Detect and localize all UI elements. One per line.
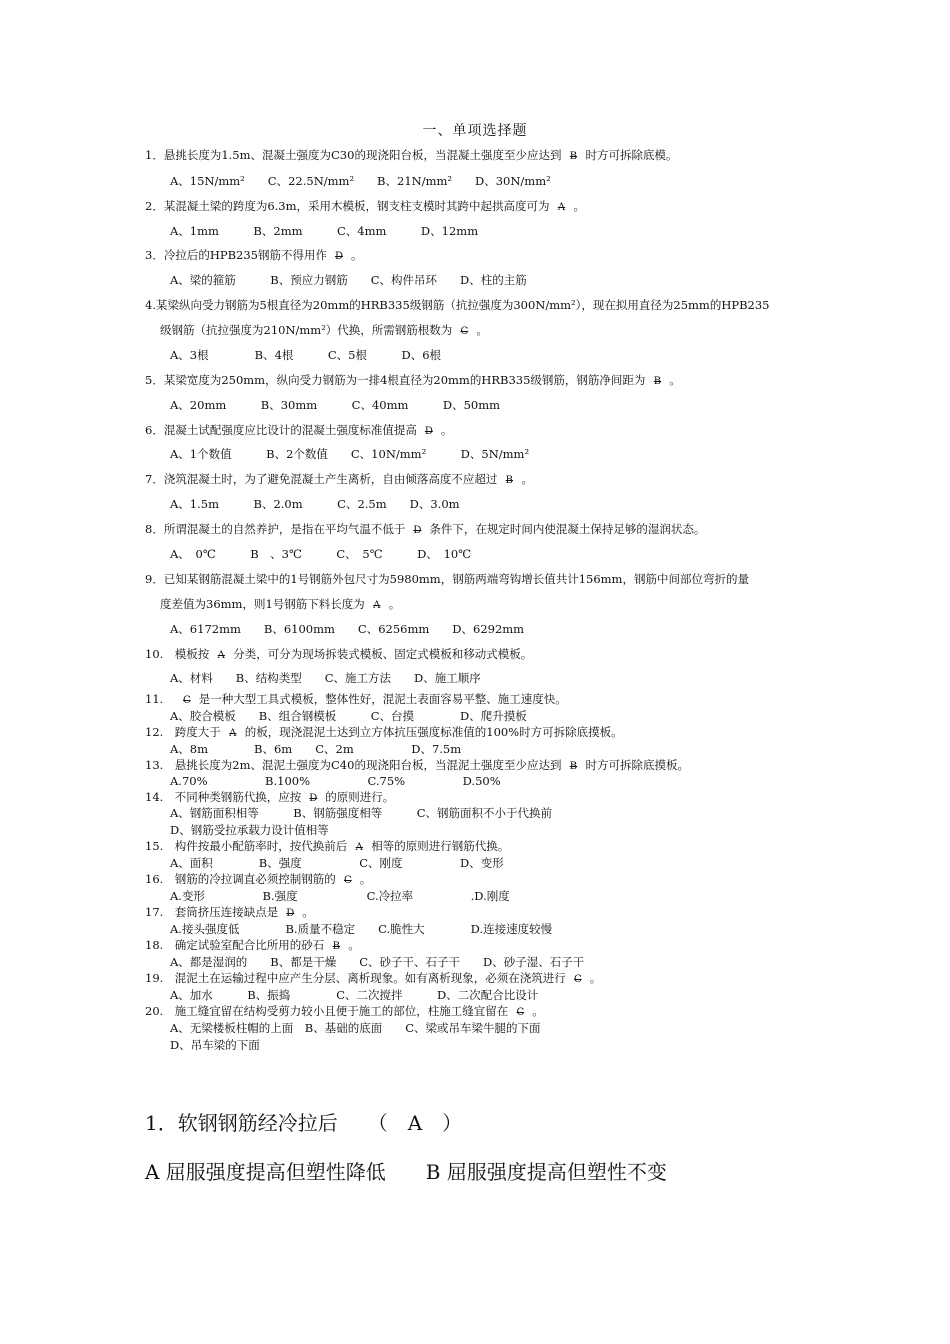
- line-text: 12. 跨度大于: [145, 725, 221, 739]
- line-text: A、材料 B、结构类型 C、施工方法 D、施工顺序: [170, 671, 481, 685]
- line-text-tail: 。: [589, 971, 602, 985]
- line-text: A、3根 B、4根 C、5根 D、6根: [170, 348, 442, 362]
- answer-mark: D: [424, 426, 433, 437]
- option-line: [170, 398, 500, 412]
- line-text-tail: 。: [573, 199, 586, 213]
- line-text: A、8m B、6m C、2m D、7.5m: [170, 742, 462, 756]
- answer-mark: B: [569, 761, 578, 772]
- answer-mark: D: [334, 251, 343, 262]
- line-text: A、6172mm B、6100mm C、6256mm D、6292mm: [170, 622, 525, 636]
- answer-mark: A: [229, 728, 237, 739]
- line-text: 7．浇筑混凝土时，为了避免混凝土产生离析，自由倾落高度不应超过: [145, 472, 498, 486]
- answer-mark: C: [516, 1007, 525, 1018]
- line-text: 3．冷拉后的HPB235钢筋不得用作: [145, 248, 327, 262]
- line-text-tail: 。: [521, 472, 533, 486]
- answer-mark: D: [309, 793, 318, 804]
- question-line: [145, 472, 533, 488]
- line-text-tail: 。: [302, 905, 314, 919]
- question-line: [145, 298, 769, 312]
- question-line: [145, 758, 689, 774]
- large-question-text: 1．软钢钢筋经冷拉后 （ A ）: [145, 1111, 463, 1135]
- line-text-tail: 。: [348, 938, 360, 952]
- question-line: [145, 199, 585, 215]
- answer-mark: B: [505, 475, 513, 486]
- large-question-options: A 屈服强度提高但塑性降低 B 屈服强度提高但塑性不变: [145, 1160, 667, 1184]
- line-text: A.变形 B.强度 C.冷拉率 .D.刚度: [170, 889, 510, 903]
- option-line: [170, 224, 478, 238]
- section-title: 一、单项选择题: [422, 123, 528, 139]
- line-text-tail: 条件下，在规定时间内使混凝土保持足够的湿润状态。: [429, 522, 706, 536]
- line-text-tail: 分类，可分为现场拆装式模板、固定式模板和移动式模板。: [233, 647, 533, 661]
- option-line: [170, 709, 527, 723]
- line-text: 5．某梁宽度为250mm，纵向受力钢筋为一排4根直径为20mm的HRB335级钢筋，钢筋净间距为: [145, 373, 646, 387]
- question-line: [145, 971, 601, 987]
- line-text: 13. 悬挑长度为2m、混泥土强度为C40的现浇阳台板，当混泥土强度至少应达到: [145, 758, 562, 772]
- line-text: A、1个数值 B、2个数值 C、10N/mm² D、5N/mm²: [170, 447, 530, 461]
- line-text: A、1mm B、2mm C、4mm D、12mm: [170, 224, 479, 238]
- answer-mark: A: [373, 600, 381, 611]
- option-line: [170, 806, 552, 820]
- line-text-tail: 的原则进行。: [325, 790, 395, 804]
- line-text: A、钢筋面积相等 B、钢筋强度相等 C、钢筋面积不小于代换前: [170, 806, 553, 820]
- question-line: [145, 572, 749, 586]
- question-line: [145, 373, 681, 389]
- answer-mark: A: [355, 842, 363, 853]
- option-line: [170, 348, 441, 362]
- line-text: 1．悬挑长度为1.5m、混凝土强度为C30的现浇阳台板，当混凝土强度至少应达到: [145, 148, 562, 162]
- answer-mark: D: [413, 525, 422, 536]
- line-text: A、梁的箍筋 B、预应力钢筋 C、构件吊环 D、柱的主筋: [170, 273, 527, 287]
- line-text-tail: 。: [532, 1004, 544, 1018]
- line-text-tail: 。: [359, 872, 372, 886]
- line-text: A、 0℃ B 、3℃ C、 5℃ D、 10℃: [170, 547, 472, 561]
- answer-mark: A: [557, 202, 566, 213]
- question-line: [145, 248, 362, 264]
- line-text: A、1.5m B、2.0m C、2.5m D、3.0m: [170, 497, 460, 511]
- line-text: 2．某混凝土梁的跨度为6.3m，采用木模板，钢支柱支模时其跨中起拱高度可为: [145, 199, 550, 213]
- question-line: [145, 692, 567, 708]
- option-line: [170, 955, 584, 969]
- option-line: [170, 497, 460, 511]
- question-line: [145, 790, 394, 806]
- answer-mark: B: [653, 376, 662, 387]
- answer-mark: B: [332, 941, 340, 952]
- answer-mark: B: [569, 151, 578, 162]
- option-line: [170, 273, 527, 287]
- question-line: [145, 872, 371, 888]
- line-text-tail: 相等的原则进行钢筋代换。: [371, 839, 510, 853]
- line-text: 8．所谓混凝土的自然养护，是指在平均气温不低于: [145, 522, 406, 536]
- line-text-tail: 。: [476, 323, 488, 337]
- answer-mark: C: [343, 875, 352, 886]
- line-text: A.70% B.100% C.75% D.50%: [170, 774, 501, 788]
- line-text-tail: 时方可拆除底摸板。: [585, 758, 689, 772]
- line-text: 16. 钢筋的冷拉调直必须控制钢筋的: [145, 872, 336, 886]
- answer-mark: A: [217, 650, 225, 661]
- line-text: 19. 混泥土在运输过程中应产生分层、离析现象。如有离析现象，必须在浇筑进行: [145, 971, 566, 985]
- line-text: 20. 施工缝宜留在结构受剪力较小且便于施工的部位，柱施工缝宜留在: [145, 1004, 509, 1018]
- option-line: [170, 922, 552, 936]
- line-text-tail: 。: [388, 597, 401, 611]
- line-text: 10. 模板按: [145, 647, 210, 661]
- line-text: A、15N/mm² C、22.5N/mm² B、21N/mm² D、30N/mm²: [170, 174, 551, 188]
- question-line: [145, 938, 360, 954]
- option-line: [170, 447, 529, 461]
- question-line: [145, 423, 452, 439]
- line-text: 6．混凝土试配强度应比设计的混凝土强度标准值提高: [145, 423, 417, 437]
- option-line: [170, 856, 504, 870]
- line-text: 级钢筋（抗拉强度为210N/mm²）代换，所需钢筋根数为: [160, 323, 453, 337]
- answer-mark: C: [573, 974, 582, 985]
- option-line: [170, 988, 538, 1002]
- question-line: [145, 647, 532, 663]
- question-line: [145, 148, 677, 164]
- question-line: [160, 323, 488, 339]
- question-line: [145, 839, 509, 855]
- answer-mark: D: [286, 908, 295, 919]
- question-line: [145, 522, 705, 538]
- line-text: D、吊车梁的下面: [170, 1038, 260, 1052]
- line-text: 17. 套筒挤压连接缺点是: [145, 905, 279, 919]
- line-text: A.接头强度低 B.质量不稳定 C.脆性大 D.连接速度较慢: [170, 922, 553, 936]
- line-text: 9．已知某钢筋混凝土梁中的1号钢筋外包尺寸为5980mm，钢筋两端弯钩增长值共计156mm，钢筋中间部位弯折的量: [145, 572, 749, 586]
- option-line: [170, 622, 524, 636]
- line-text: 14. 不同种类钢筋代换，应按: [145, 790, 302, 804]
- line-text: A、都是湿润的 B、都是干燥 C、砂子干、石子干 D、砂子湿、石子干: [170, 955, 585, 969]
- line-text-tail: 。: [440, 423, 453, 437]
- option-line: [170, 174, 551, 188]
- line-text-tail: 的板，现浇混泥土达到立方体抗压强度标准值的100%时方可拆除底摸板。: [244, 725, 623, 739]
- option-line: [170, 1038, 260, 1052]
- line-text: A、20mm B、30mm C、40mm D、50mm: [170, 398, 501, 412]
- line-text: 15. 构件按最小配筋率时，按代换前后: [145, 839, 348, 853]
- option-line: [170, 889, 510, 903]
- option-line: [170, 547, 471, 561]
- line-text: 11.: [145, 692, 175, 706]
- line-text: A、面积 B、强度 C、刚度 D、变形: [170, 856, 504, 870]
- line-text-tail: 。: [350, 248, 363, 262]
- line-text: 度差值为36mm，则1号钢筋下料长度为: [160, 597, 365, 611]
- line-text-tail: 。: [669, 373, 681, 387]
- answer-mark: C: [182, 695, 191, 706]
- answer-mark: C: [460, 326, 469, 337]
- line-text-tail: 是一种大型工具式模板，整体性好，混泥土表面容易平整、施工速度快。: [198, 692, 567, 706]
- option-line: [170, 1021, 541, 1035]
- question-line: [160, 597, 400, 613]
- question-line: [145, 905, 314, 921]
- line-text: A、胶合模板 B、组合钢模板 C、台摸 D、爬升摸板: [170, 709, 527, 723]
- line-text: D、钢筋受拉承载力设计值相等: [170, 823, 329, 837]
- line-text-tail: 时方可拆除底模。: [585, 148, 678, 162]
- question-line: [145, 725, 623, 741]
- question-line: [145, 1004, 544, 1020]
- option-line: [170, 823, 329, 837]
- line-text: A、加水 B、振捣 C、二次搅拌 D、二次配合比设计: [170, 988, 539, 1002]
- option-line: [170, 742, 461, 756]
- option-line: [170, 671, 481, 685]
- option-line: [170, 774, 501, 788]
- line-text: A、无梁楼板柱帽的上面 B、基础的底面 C、梁或吊车梁牛腿的下面: [170, 1021, 541, 1035]
- line-text: 18. 确定试验室配合比所用的砂石: [145, 938, 325, 952]
- line-text: 4.某梁纵向受力钢筋为5根直径为20mm的HRB335级钢筋（抗拉强度为300N/mm²），现在拟用直径为25mm的HPB235: [145, 298, 770, 312]
